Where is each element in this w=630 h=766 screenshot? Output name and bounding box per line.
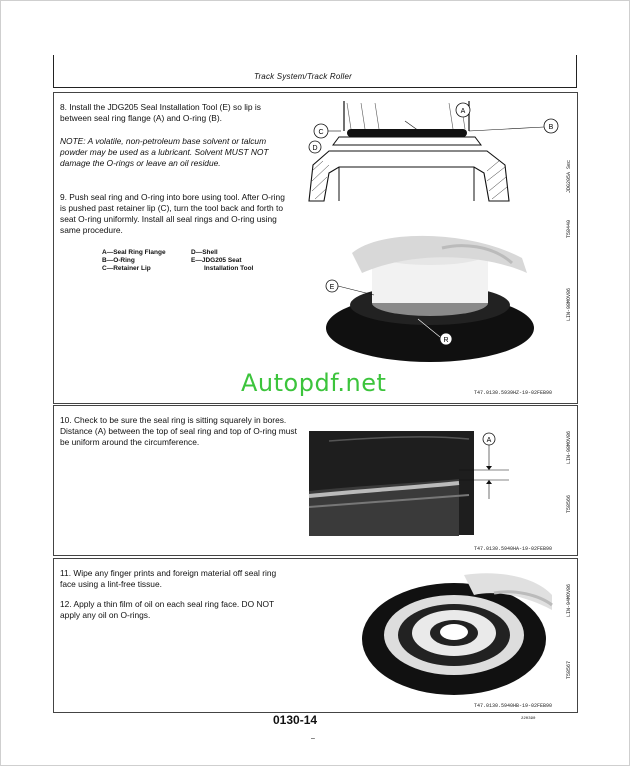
legend-e2: Installation Tool	[204, 265, 254, 272]
callout-r: R	[443, 337, 449, 344]
legend-a: A—Seal Ring Flange	[102, 249, 166, 256]
step-8-text: 8. Install the JDG205 Seal Installation Tool (E) so lip is between seal ring flange (A) and O-ring (B).	[60, 102, 261, 123]
footer-dash: –	[311, 735, 315, 742]
step-9-text: 9. Push seal ring and O-ring into bore using tool. After O-ring is pushed past retainer lip (C), turn the tool back and forth to seat O-ring uniformly. Install all seal rings and O-ring using same procedure.	[60, 192, 285, 235]
watermark-text: Autopdf.net	[241, 369, 387, 397]
seal-check-photo	[309, 421, 559, 541]
callout-e: E	[329, 284, 335, 291]
side-code-4: LIN-98MOV86	[566, 430, 572, 464]
legend-col-1	[102, 249, 182, 272]
legend-e: E—JDG205 Seat	[191, 257, 242, 264]
ref-code-1: T47.0130.5939HZ-19-02FEB90	[474, 390, 553, 396]
seal-push-photo	[322, 233, 537, 358]
ref-code-2: T47.0130.5940HA-19-02FEB90	[474, 546, 553, 552]
page-number: 0130-14	[273, 713, 318, 727]
legend-d: D—Shell	[191, 249, 218, 256]
step-11-12-panel	[53, 558, 578, 713]
step-11-text: 11. Wipe any finger prints and foreign material off seal ring face using a lint-free tissue.	[60, 568, 277, 589]
ref-code-3: T47.0130.5940HB-19-02FEB90	[474, 703, 553, 709]
legend-c: C—Retainer Lip	[102, 265, 151, 272]
step-8-9-panel	[53, 92, 578, 404]
section-title: Track System/Track Roller	[253, 72, 352, 81]
side-code-5: T58566	[566, 494, 572, 513]
side-code-6: LIN-94MOV86	[566, 583, 572, 617]
legend-b: B—O-Ring	[102, 257, 135, 264]
seal-face-photo	[354, 565, 554, 700]
callout-a: A	[460, 108, 466, 115]
footer-code: 220390	[521, 717, 536, 721]
callout-c: C	[318, 129, 324, 136]
side-code-1: JDG205A Sec	[566, 159, 572, 193]
step-12-text: 12. Apply a thin film of oil on each seal ring face. DO NOT apply any oil on O-rings.	[60, 599, 274, 620]
callout-a-2: A	[486, 437, 492, 444]
header-box	[53, 55, 577, 88]
callout-b: B	[548, 124, 554, 131]
seal-tool-diagram	[309, 101, 554, 221]
callout-d: D	[312, 145, 318, 152]
legend-col-2	[191, 249, 271, 272]
step-10-text: 10. Check to be sure the seal ring is sitting squarely in bores. Distance (A) between the top of seal ring and top of O-ring must be uniform around the circumference.	[60, 415, 297, 447]
note-text: NOTE: A volatile, non-petroleum base solvent or talcum powder may be used as a lubricant. Solvent MUST NOT damage the O-rings or leave an oil residue.	[60, 136, 269, 168]
side-code-7: T58567	[566, 660, 572, 679]
side-code-2: T58440	[566, 219, 572, 238]
step-10-panel	[53, 405, 578, 556]
side-code-3: LIN-98MOV86	[566, 287, 572, 321]
